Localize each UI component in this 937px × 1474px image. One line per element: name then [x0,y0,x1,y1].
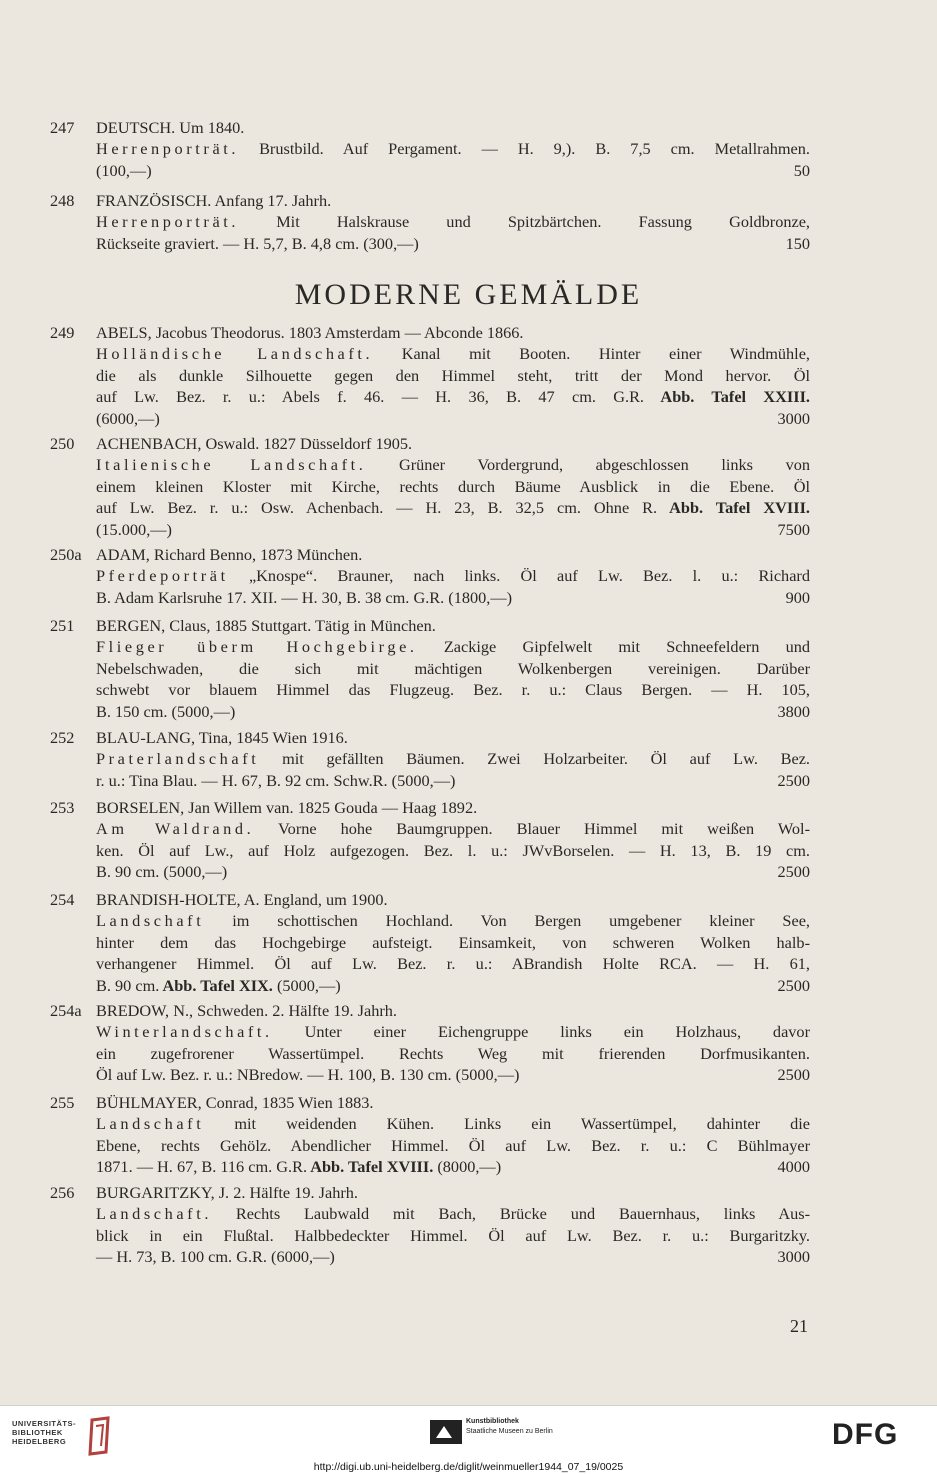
artwork-title: Herrenporträt. [96,212,240,232]
lot-number: 253 [50,798,75,817]
catalog-entry [50,1000,810,1086]
entry-line: DEUTSCH. Um 1840. [96,118,245,137]
artwork-title: Winterlandschaft. [96,1022,273,1042]
artwork-title: Holländische Landschaft. [96,344,374,364]
entry-line: einem kleinen Kloster mit Kirche, rechts durch Bäume Ausblick in die Ebene. Öl [96,476,810,496]
plate-reference: Abb. Tafel XVIII. [307,1157,434,1177]
entry-body [96,1092,810,1178]
entry-body [96,615,810,722]
artwork-title: Italienische Landschaft. [96,455,367,475]
entry-line: auf Lw. Bez. r. u.: Osw. Achenbach. — H. 23, B. 32,5 cm. Ohne R. Abb. Tafel XVIII. [96,498,810,518]
entry-line: 150 Rückseite graviert. — H. 5,7, B. 4,8 cm. (300,—) [96,233,810,253]
entry-line: blick in ein Flußtal. Halbbedeckter Himmel. Öl auf Lw. Bez. r. u.: Burgaritzky. [96,1225,810,1245]
entry-body [96,322,810,429]
lot-number: 249 [50,323,75,342]
entry-line: Landschaft im schottischen Hochland. Von Bergen umgebener kleiner See, [96,911,810,931]
entry-line: BREDOW, N., Schweden. 2. Hälfte 19. Jahrh. [96,1001,398,1020]
entry-line: verhangener Himmel. Öl auf Lw. Bez. r. u.: ABrandish Holte RCA. — H. 61, [96,954,810,974]
entry-line: BURGARITZKY, J. 2. Hälfte 19. Jahrh. [96,1183,358,1202]
estimate-price: 2500 [777,975,810,995]
entry-line: die als dunkle Silhouette gegen den Himmel steht, tritt der Mond hervor. Öl [96,365,810,385]
entry-line: Nebelschwaden, die sich mit mächtigen Wolkenbergen vereinigen. Darüber [96,658,810,678]
plate-reference: Abb. Tafel XXIII. [644,387,810,407]
entry-line: 2500 B. 90 cm. (5000,—) [96,862,810,882]
plate-reference: Abb. Tafel XIX. [159,975,273,995]
artwork-title: Landschaft. [96,1204,212,1224]
entry-body [96,190,810,254]
entry-line: auf Lw. Bez. r. u.: Abels f. 46. — H. 36, B. 47 cm. G.R. Abb. Tafel XXIII. [96,387,810,407]
estimate-price: 2500 [777,1065,810,1085]
entry-line: Landschaft. Rechts Laubwald mit Bach, Brücke und Bauernhaus, links Aus- [96,1204,810,1224]
artwork-title: Landschaft [96,1114,205,1134]
estimate-price: 4000 [777,1157,810,1177]
entry-line: Ebene, rechts Gehölz. Abendlicher Himmel. Öl auf Lw. Bez. r. u.: C Bühlmayer [96,1135,810,1155]
entry-body [96,117,810,181]
artwork-title: Herrenporträt. [96,139,240,159]
catalog-entry [50,117,810,181]
entry-line: 3800 B. 150 cm. (5000,—) [96,701,810,721]
lot-number: 250 [50,434,75,453]
artwork-title: Landschaft [96,911,205,931]
estimate-price: 150 [785,233,810,253]
lot-number: 255 [50,1093,75,1112]
entry-line: ABELS, Jacobus Theodorus. 1803 Amsterdam — Abconde 1866. [96,323,524,342]
catalog-entry [50,544,810,608]
estimate-price: 50 [793,160,810,180]
dfg-logo[interactable]: DFG [832,1418,899,1451]
entry-line: 900 B. Adam Karlsruhe 17. XII. — H. 30, B. 38 cm. G.R. (1800,—) [96,587,810,607]
entry-body [96,1182,810,1268]
estimate-price: 2500 [777,770,810,790]
entry-line: ken. Öl auf Lw., auf Holz aufgezogen. Bez. l. u.: JWvBorselen. — H. 13, B. 19 cm. [96,840,810,860]
entry-line: ACHENBACH, Oswald. 1827 Düsseldorf 1905. [96,434,413,453]
lot-number: 250a [50,545,82,564]
catalog-entry [50,433,810,540]
estimate-price: 2500 [777,862,810,882]
catalog-entry [50,797,810,883]
entry-line: Pferdeporträt „Knospe“. Brauner, nach links. Öl auf Lw. Bez. l. u.: Richard [96,566,810,586]
artwork-title: Flieger überm Hochgebirge. [96,637,418,657]
section-heading: MODERNE GEMÄLDE [294,278,643,311]
estimate-price: 3800 [777,701,810,721]
entry-body [96,1000,810,1086]
entry-line: hinter dem das Hochgebirge aufsteigt. Einsamkeit, von schweren Wolken halb- [96,932,810,952]
catalog-entry [50,889,810,996]
entry-line: schwebt vor blauem Himmel das Flugzeug. Bez. r. u.: Claus Bergen. — H. 105, [96,680,810,700]
uni-heidelberg-logo-text[interactable]: UNIVERSITÄTS- BIBLIOTHEK HEIDELBERG [12,1419,77,1446]
estimate-price: 7500 [777,519,810,539]
permalink-url[interactable]: http://digi.ub.uni-heidelberg.de/diglit/weinmueller1944_07_19/0025 [313,1461,624,1473]
entry-line: 50 (100,—) [96,160,810,180]
uni-heidelberg-emblem-icon [86,1416,112,1456]
entry-body [96,433,810,540]
entry-line: 2500 Öl auf Lw. Bez. r. u.: NBredow. — H. 100, B. 130 cm. (5000,—) [96,1065,810,1085]
artwork-title: Pferdeporträt [96,566,229,586]
catalog-entry [50,322,810,429]
entry-line: Landschaft mit weidenden Kühen. Links ein Wassertümpel, dahinter die [96,1114,810,1134]
entry-line: 2500 B. 90 cm. Abb. Tafel XIX. (5000,—) [96,975,810,995]
entry-line: Italienische Landschaft. Grüner Vordergrund, abgeschlossen links von [96,455,810,475]
entry-line: BORSELEN, Jan Willem van. 1825 Gouda — Haag 1892. [96,798,478,817]
plate-reference: Abb. Tafel XVIII. [657,498,810,518]
entry-line: Herrenporträt. Mit Halskrause und Spitzbärtchen. Fassung Goldbronze, [96,212,810,232]
entry-body [96,889,810,996]
entry-line: Holländische Landschaft. Kanal mit Booten. Hinter einer Windmühle, [96,344,810,364]
lot-number: 254a [50,1001,82,1020]
kunstbibliothek-logo-icon [430,1420,462,1444]
entry-line: 3000 (6000,—) [96,408,810,428]
entry-body [96,797,810,883]
estimate-price: 3000 [777,1247,810,1267]
entry-line: ADAM, Richard Benno, 1873 München. [96,545,363,564]
catalog-entry [50,615,810,722]
catalog-entry [50,190,810,254]
artwork-title: Am Waldrand. [96,819,255,839]
lot-number: 251 [50,616,75,635]
entry-line: Am Waldrand. Vorne hohe Baumgruppen. Blauer Himmel mit weißen Wol- [96,819,810,839]
entry-line: FRANZÖSISCH. Anfang 17. Jahrh. [96,191,332,210]
entry-line: BRANDISH-HOLTE, A. England, um 1900. [96,890,388,909]
entry-body [96,727,810,791]
entry-line: Flieger überm Hochgebirge. Zackige Gipfelwelt mit Schneefeldern und [96,637,811,657]
estimate-price: 900 [785,587,810,607]
entry-line: Winterlandschaft. Unter einer Eichengruppe links ein Holzhaus, davor [96,1022,810,1042]
footer-bar [0,1405,937,1474]
entry-line: Herrenporträt. Brustbild. Auf Pergament. — H. 9,). B. 7,5 cm. Metallrahmen. [96,139,810,159]
entry-line: 2500 r. u.: Tina Blau. — H. 67, B. 92 cm. Schw.R. (5000,—) [96,770,810,790]
kunstbibliothek-text[interactable]: Kunstbibliothek Staatliche Museen zu Berlin [466,1418,553,1435]
estimate-price: 3000 [777,408,810,428]
page-number: 21 [790,1316,808,1336]
entry-line: BERGEN, Claus, 1885 Stuttgart. Tätig in München. [96,616,436,635]
entry-line: 4000 1871. — H. 67, B. 116 cm. G.R. Abb. Tafel XVIII. (8000,—) [96,1157,810,1177]
entry-line: 7500 (15.000,—) [96,519,810,539]
entry-line: BÜHLMAYER, Conrad, 1835 Wien 1883. [96,1093,374,1112]
lot-number: 248 [50,191,75,210]
lot-number: 252 [50,728,75,747]
lot-number: 247 [50,118,75,137]
entry-line: ein zugefrorener Wassertümpel. Rechts Weg mit frierenden Dorfmusikanten. [96,1043,810,1063]
catalog-entry [50,727,810,791]
artwork-title: Praterlandschaft [96,749,260,769]
entry-line: 3000 — H. 73, B. 100 cm. G.R. (6000,—) [96,1247,810,1267]
lot-number: 254 [50,890,75,909]
entry-line: BLAU-LANG, Tina, 1845 Wien 1916. [96,728,348,747]
lot-number: 256 [50,1183,75,1202]
entry-line: Praterlandschaft mit gefällten Bäumen. Zwei Holzarbeiter. Öl auf Lw. Bez. [96,749,810,769]
catalog-entry [50,1092,810,1178]
catalog-entry [50,1182,810,1268]
entry-body [96,544,810,608]
